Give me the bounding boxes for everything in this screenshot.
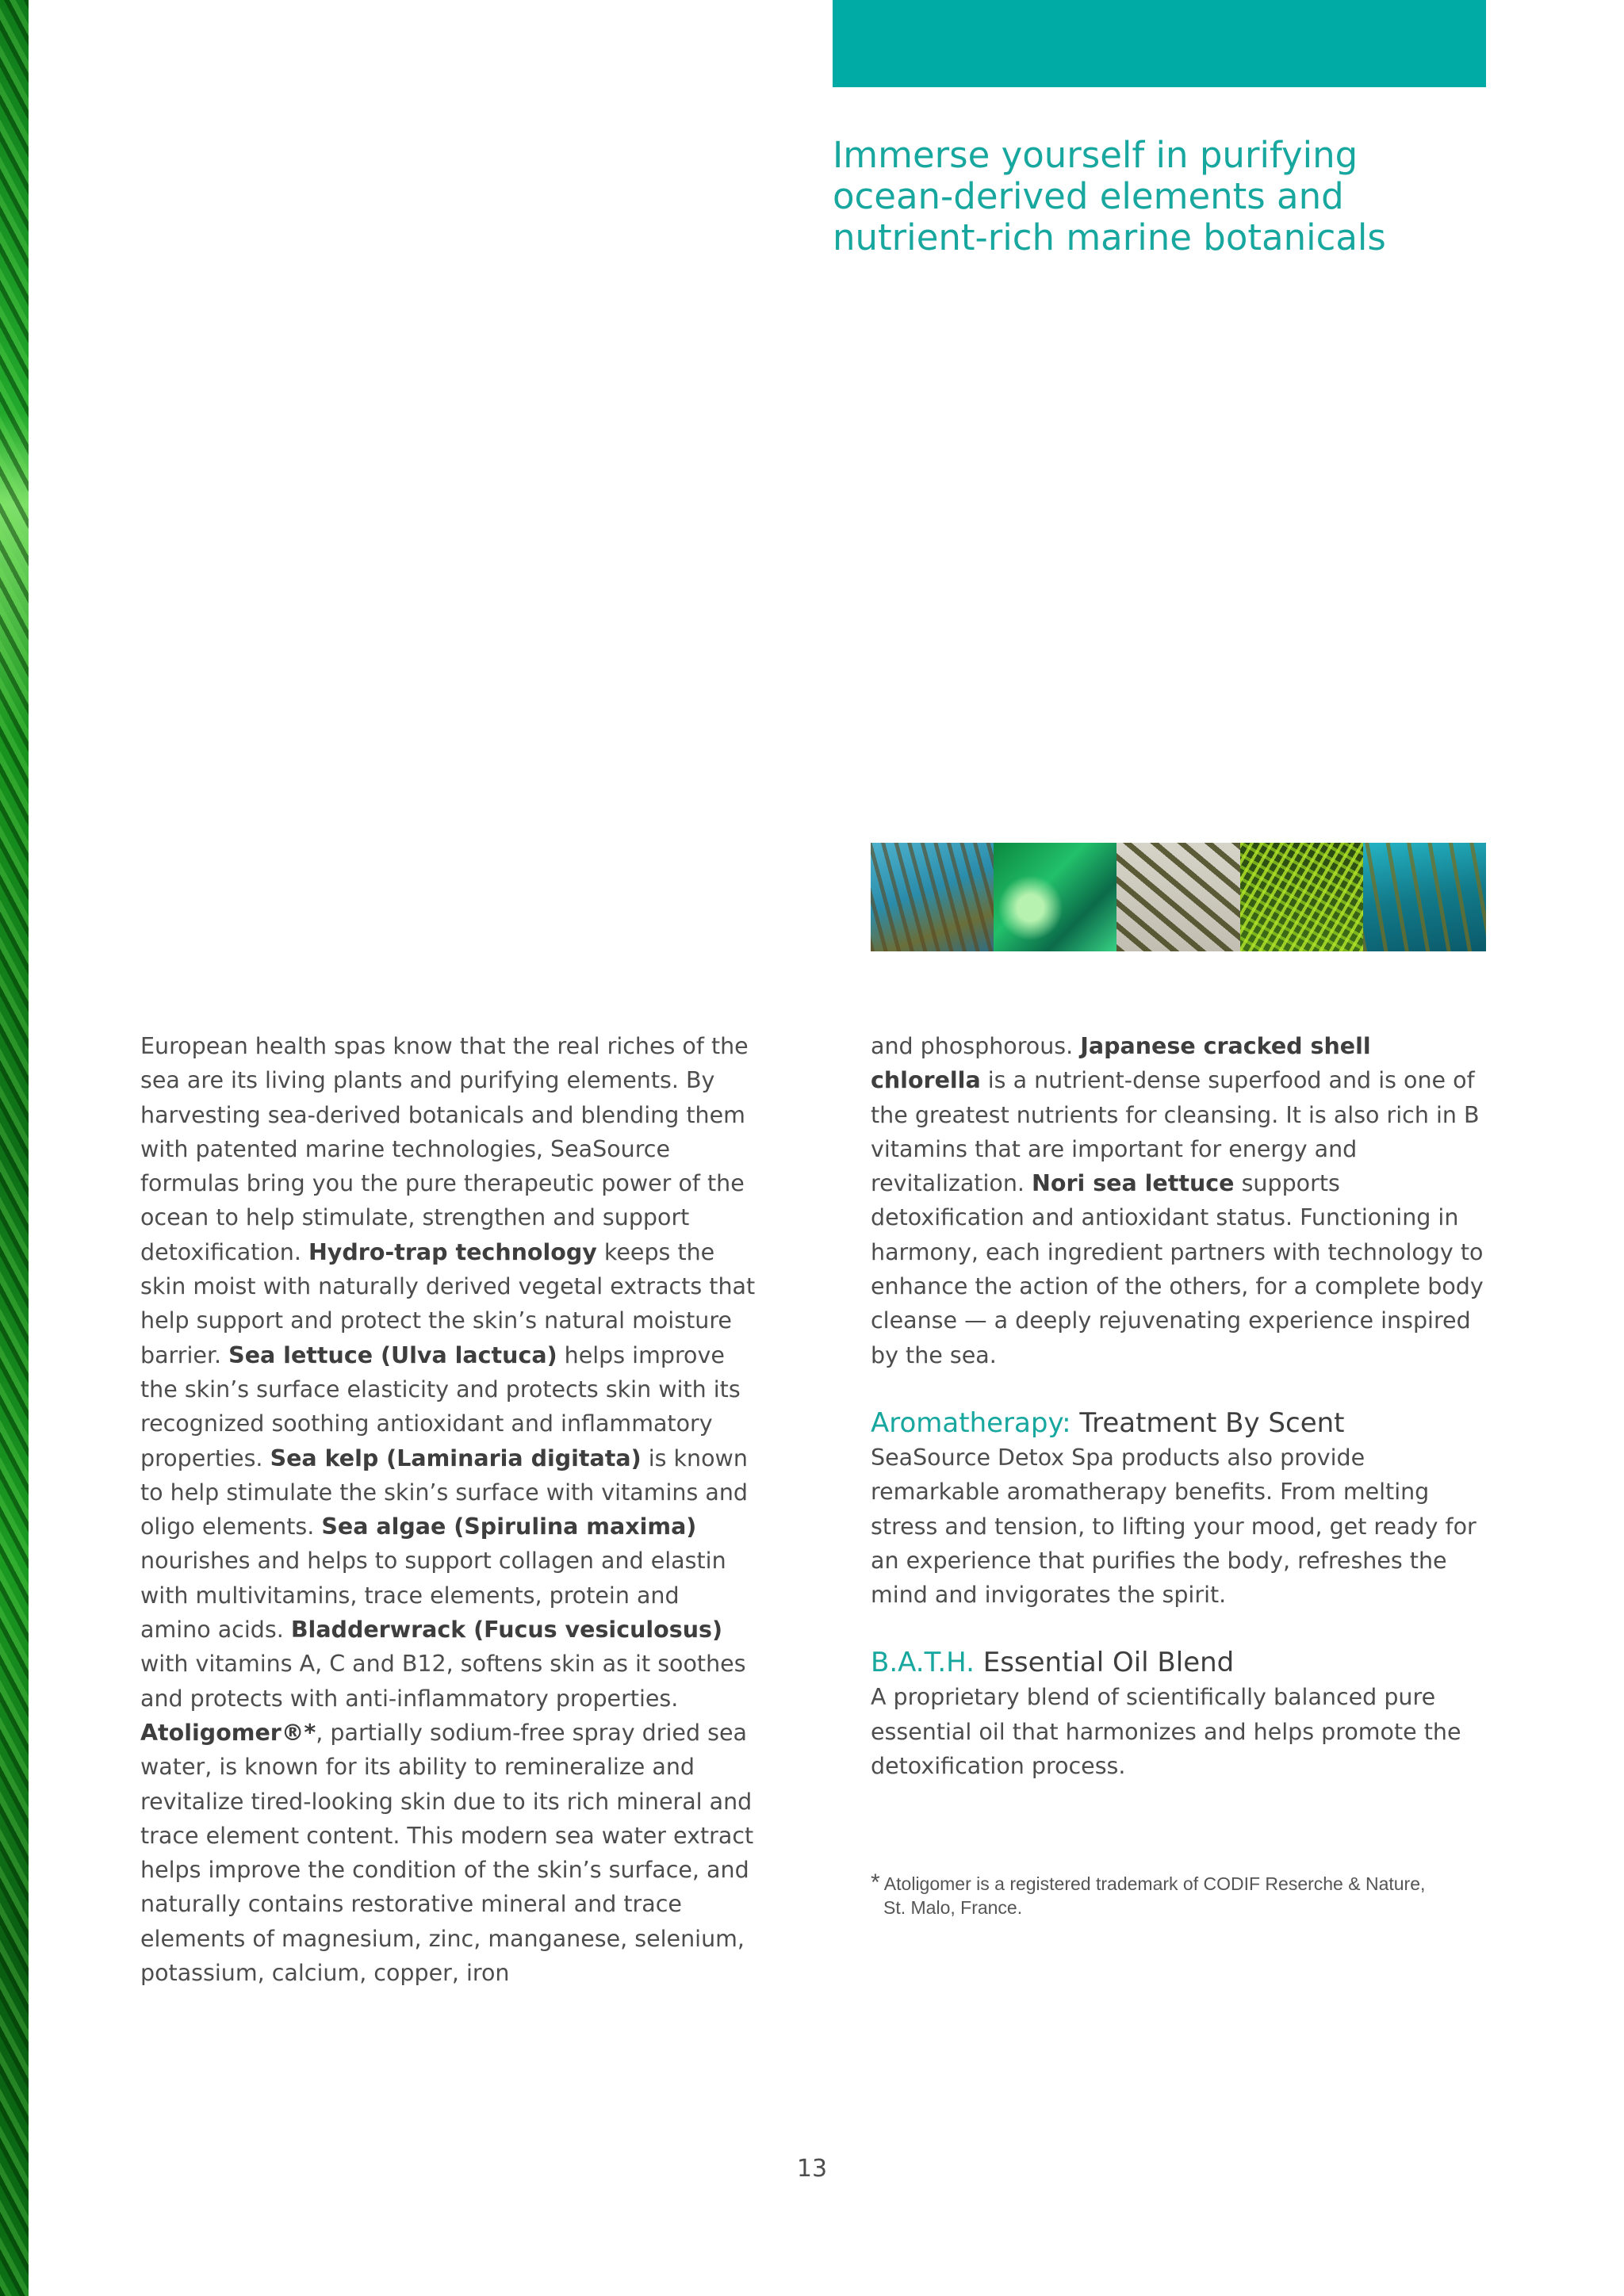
- left-text-column: [140, 1029, 756, 1990]
- essential-oil-paragraph: A proprietary blend of scientifically balanced pure essential oil that harmonizes and helps promote the detoxification process.: [871, 1684, 1461, 1780]
- heading-accent: B.A.T.H.: [871, 1647, 975, 1679]
- teal-header-bar: [833, 0, 1486, 87]
- aromatherapy-paragraph: SeaSource Detox Spa products also provide remarkable aromatherapy benefits. From melting stress and tension, to lifting your mood, get ready for an experience that purifies the body, refreshes the mind and invigorates the spirit.: [871, 1444, 1477, 1609]
- seaweed-edge-image: [0, 0, 29, 2296]
- ingredient-name: Atoligomer®*: [140, 1719, 316, 1746]
- heading-title: Treatment By Scent: [1071, 1406, 1345, 1439]
- right-body-paragraph: [871, 1029, 1486, 1372]
- ingredient-name: Sea lettuce (Ulva lactuca): [228, 1341, 557, 1368]
- right-text-column: [871, 1029, 1486, 1783]
- thumbnail-kelp-forest: [871, 843, 994, 951]
- trademark-footnote: [871, 1871, 1486, 1919]
- left-body-paragraph: [140, 1029, 756, 1990]
- footnote-line-2: St. Malo, France.: [883, 1897, 1023, 1918]
- seaweed-thumbnail-strip: [871, 843, 1486, 951]
- ingredient-name: Sea algae (Spirulina maxima): [321, 1513, 697, 1540]
- body-text: supports detoxification and antioxidant status. Functioning in harmony, each ingredient partners with technology to enhance the action of the others, for a complete body cleanse — a deeply rejuvenating experience inspired by the sea.: [871, 1170, 1484, 1368]
- thumbnail-bladderwrack: [1116, 843, 1239, 951]
- ingredient-name: Hydro-trap technology: [308, 1238, 597, 1265]
- body-text: , partially sodium-free spray dried sea water, is known for its ability to remineralize and revitalize tired-looking skin due to its rich mineral and trace element content. This modern sea water extract helps improve the condition of the skin’s surface, and naturally contains restorative mineral and trace elements of magnesium, zinc, manganese, selenium, potassium, calcium, copper, iron: [140, 1719, 754, 1987]
- body-text: keeps the skin moist with naturally derived vegetal extracts that help support and protect the skin’s natural moisture barrier.: [140, 1238, 756, 1368]
- body-text: is a nutrient-dense superfood and is one of the greatest nutrients for cleansing. It is also rich in B vitamins that are important for energy and revitalization.: [871, 1067, 1480, 1197]
- page-number: 13: [796, 2155, 828, 2183]
- body-text: and phosphorous.: [871, 1033, 1081, 1059]
- thumbnail-green-sea-lettuce: [994, 843, 1116, 951]
- essential-oil-heading: [871, 1645, 1486, 1680]
- body-text: with vitamins A, C and B12, softens skin as it soothes and protects with anti-inflammatory properties.: [140, 1651, 746, 1712]
- page-headline: Immerse yourself in purifying ocean-derived elements and nutrient-rich marine botanicals: [833, 134, 1386, 258]
- ingredient-name: Nori sea lettuce: [1032, 1170, 1235, 1197]
- heading-accent: Aromatherapy:: [871, 1406, 1071, 1439]
- footnote-asterisk: *: [871, 1869, 880, 1896]
- body-text: nourishes and helps to support collagen and elastin with multivitamins, trace elements, protein and amino acids.: [140, 1548, 726, 1644]
- footnote-text: Atoligomer is a registered trademark of CODIF Reserche & Nature,: [879, 1873, 1426, 1894]
- thumbnail-green-algae: [1240, 843, 1363, 951]
- ingredient-name: Sea kelp (Laminaria digitata): [270, 1445, 642, 1471]
- aromatherapy-heading: [871, 1406, 1486, 1441]
- heading-title: Essential Oil Blend: [974, 1647, 1235, 1679]
- thumbnail-sea-kelp: [1363, 843, 1486, 951]
- ingredient-name: Japanese cracked shell chlorella: [871, 1033, 1371, 1094]
- ingredient-name: Bladderwrack (Fucus vesiculosus): [290, 1617, 722, 1644]
- body-text: European health spas know that the real riches of the sea are its living plants and purifying elements. By harvesting sea-derived botanicals and blending them with patented marine technologies, SeaSource formulas bring you the pure therapeutic power of the ocean to help stimulate, strengthen and support detoxification.: [140, 1033, 749, 1265]
- body-text: is known to help stimulate the skin’s surface with vitamins and oligo elements.: [140, 1445, 748, 1540]
- body-text: helps improve the skin’s surface elasticity and protects skin with its recognized soothing antioxidant and inflammatory properties.: [140, 1341, 741, 1471]
- footnote-line-1: [871, 1871, 1486, 1896]
